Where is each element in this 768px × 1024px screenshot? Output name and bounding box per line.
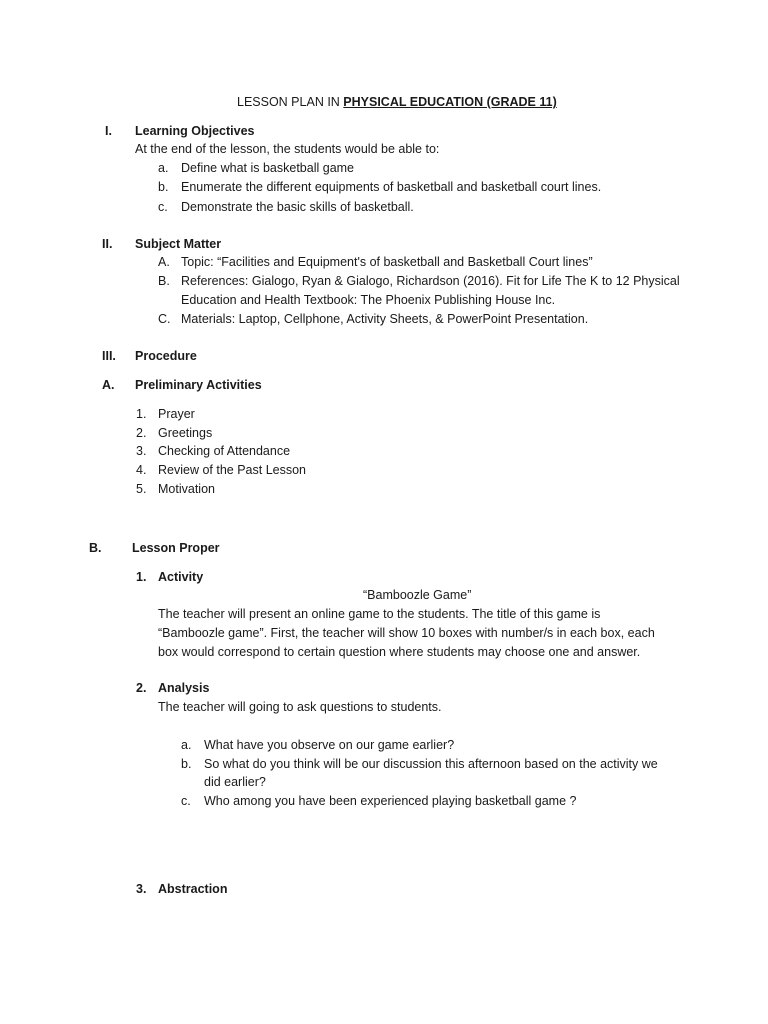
analysis-marker: 2. <box>136 681 147 695</box>
section-title-procedure: Procedure <box>135 349 197 363</box>
activity-line: box would correspond to certain question where students may choose one and answer. <box>158 645 641 659</box>
analysis-question-continued: did earlier? <box>204 775 266 789</box>
subsection-title-preliminary: Preliminary Activities <box>135 378 262 392</box>
preliminary-marker: 4. <box>136 463 147 477</box>
preliminary-item: Greetings <box>158 426 213 440</box>
section-numeral-subject-matter: II. <box>102 237 113 251</box>
preliminary-marker: 5. <box>136 482 147 496</box>
subsection-marker-preliminary: A. <box>102 378 115 392</box>
objectives-intro: At the end of the lesson, the students would be able to: <box>135 142 440 156</box>
title-prefix: LESSON PLAN IN <box>237 95 344 109</box>
objective-marker: c. <box>158 200 168 214</box>
abstraction-marker: 3. <box>136 882 147 896</box>
preliminary-item: Motivation <box>158 482 215 496</box>
objective-marker: b. <box>158 180 169 194</box>
abstraction-title: Abstraction <box>158 882 228 896</box>
preliminary-marker: 3. <box>136 444 147 458</box>
subject-matter-text: Topic: “Facilities and Equipment's of basketball and Basketball Court lines” <box>181 255 593 269</box>
activity-line: The teacher will present an online game to the students. The title of this game is <box>158 607 601 621</box>
subject-matter-text-continued: Education and Health Textbook: The Phoenix Publishing House Inc. <box>181 293 556 307</box>
objective-text: Define what is basketball game <box>181 161 355 175</box>
section-numeral-objectives: I. <box>105 124 112 138</box>
section-title-subject-matter: Subject Matter <box>135 237 222 251</box>
activity-marker: 1. <box>136 570 147 584</box>
analysis-intro: The teacher will going to ask questions to students. <box>158 700 442 714</box>
analysis-question: So what do you think will be our discussion this afternoon based on the activity we <box>204 757 658 771</box>
preliminary-item: Review of the Past Lesson <box>158 463 306 477</box>
subject-matter-marker: B. <box>158 274 170 288</box>
activity-title: Activity <box>158 570 204 584</box>
preliminary-marker: 2. <box>136 426 147 440</box>
analysis-title: Analysis <box>158 681 210 695</box>
document-title <box>237 94 557 110</box>
objective-text: Demonstrate the basic skills of basketball. <box>181 200 414 214</box>
preliminary-marker: 1. <box>136 407 147 421</box>
preliminary-item: Prayer <box>158 407 195 421</box>
analysis-question: Who among you have been experienced playing basketball game ? <box>204 794 577 808</box>
section-title-objectives: Learning Objectives <box>135 124 255 138</box>
subject-matter-marker: C. <box>158 312 171 326</box>
subsection-marker-lesson-proper: B. <box>89 541 102 555</box>
subject-matter-text: References: Gialogo, Ryan & Gialogo, Richardson (2016). Fit for Life The K to 12 Physical <box>181 274 680 288</box>
subject-matter-text: Materials: Laptop, Cellphone, Activity Sheets, & PowerPoint Presentation. <box>181 312 589 326</box>
analysis-question: What have you observe on our game earlier? <box>204 738 455 752</box>
subsection-title-lesson-proper: Lesson Proper <box>132 541 220 555</box>
preliminary-item: Checking of Attendance <box>158 444 291 458</box>
title-subject: PHYSICAL EDUCATION (GRADE 11) <box>343 95 557 109</box>
objective-text: Enumerate the different equipments of basketball and basketball court lines. <box>181 180 602 194</box>
section-numeral-procedure: III. <box>102 349 116 363</box>
subject-matter-marker: A. <box>158 255 170 269</box>
activity-line: “Bamboozle game”. First, the teacher will show 10 boxes with number/s in each box, each <box>158 626 655 640</box>
objective-marker: a. <box>158 161 169 175</box>
analysis-question-marker: c. <box>181 794 191 808</box>
analysis-question-marker: a. <box>181 738 192 752</box>
game-title: “Bamboozle Game” <box>363 588 472 602</box>
analysis-question-marker: b. <box>181 757 192 771</box>
